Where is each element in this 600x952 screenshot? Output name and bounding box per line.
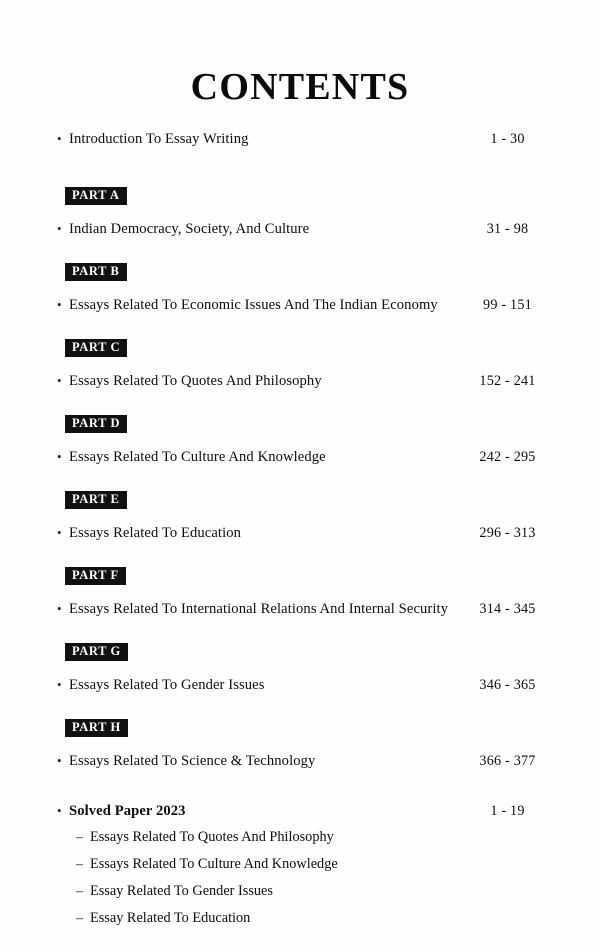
status-badge: PART G xyxy=(65,643,128,661)
toc-subitem-label: Essay Related To Gender Issues xyxy=(90,883,273,899)
status-badge: PART E xyxy=(65,491,127,509)
spacer xyxy=(0,316,600,338)
spacer xyxy=(0,210,600,218)
toc-row-part-e[interactable] xyxy=(0,522,600,544)
part-badge-wrap xyxy=(0,566,600,590)
spacer xyxy=(0,666,600,674)
bullet-icon: • xyxy=(57,449,62,464)
part-badge-wrap xyxy=(0,262,600,286)
toc-subitem-label: Essay Related To Education xyxy=(90,910,251,926)
toc-row-part-c[interactable] xyxy=(0,370,600,392)
page-title: CONTENTS xyxy=(190,66,410,108)
toc-entry-title: Essays Related To Economic Issues And The Indian Economy xyxy=(69,297,438,313)
bullet-icon: • xyxy=(57,753,62,768)
status-badge: PART H xyxy=(65,719,128,737)
toc-entry-pages: 31 - 98 xyxy=(486,221,529,237)
status-badge: PART C xyxy=(65,339,127,357)
toc-entry-title: Essays Related To Culture And Knowledge xyxy=(69,449,326,465)
status-badge: PART F xyxy=(65,567,126,585)
toc-subitem-label: Essays Related To Culture And Knowledge xyxy=(90,856,338,872)
spacer xyxy=(0,392,600,414)
bullet-icon: • xyxy=(57,525,62,540)
bullet-icon: • xyxy=(57,803,62,818)
toc-group-part-e xyxy=(0,490,600,544)
toc-subitem-4[interactable] xyxy=(0,905,600,932)
toc-group-solved-paper xyxy=(0,800,600,932)
spacer xyxy=(0,620,600,642)
toc-row-part-f[interactable] xyxy=(0,598,600,620)
part-badge-wrap xyxy=(0,186,600,210)
toc-group-part-c xyxy=(0,338,600,392)
toc-entry-pages: 242 - 295 xyxy=(479,449,536,465)
toc-entry-pages: 99 - 151 xyxy=(483,297,532,313)
spacer xyxy=(0,742,600,750)
toc-row-part-d[interactable] xyxy=(0,446,600,468)
toc-entry-pages: 296 - 313 xyxy=(479,525,536,541)
spacer xyxy=(0,438,600,446)
status-badge: PART A xyxy=(65,187,127,205)
toc-row-solved-paper[interactable] xyxy=(0,800,600,822)
toc-entry-title: Essays Related To Gender Issues xyxy=(69,677,265,693)
toc-row-part-h[interactable] xyxy=(0,750,600,772)
toc-entry-title: Essays Related To International Relations And Internal Security xyxy=(69,601,449,617)
part-badge-wrap xyxy=(0,338,600,362)
toc-entry-title: Indian Democracy, Society, And Culture xyxy=(69,221,310,237)
toc-entry-title: Introduction To Essay Writing xyxy=(69,131,249,147)
toc-entry-title: Essays Related To Quotes And Philosophy xyxy=(69,373,322,389)
spacer xyxy=(0,362,600,370)
toc-entry-title: Essays Related To Science & Technology xyxy=(69,753,316,769)
bullet-icon: • xyxy=(57,601,62,616)
status-badge: PART D xyxy=(65,415,127,433)
toc-entry-list xyxy=(0,128,600,932)
toc-group-part-f xyxy=(0,566,600,620)
part-badge-wrap xyxy=(0,414,600,438)
spacer xyxy=(0,240,600,262)
part-badge-wrap xyxy=(0,718,600,742)
spacer xyxy=(0,696,600,718)
toc-entry-pages: 314 - 345 xyxy=(479,601,536,617)
spacer xyxy=(0,514,600,522)
toc-entry-pages: 366 - 377 xyxy=(479,753,536,769)
bullet-icon: • xyxy=(57,677,62,692)
toc-entry-pages: 152 - 241 xyxy=(479,373,536,389)
spacer xyxy=(0,590,600,598)
dash-icon: – xyxy=(76,830,83,845)
toc-entry-title: Solved Paper 2023 xyxy=(69,803,186,819)
spacer xyxy=(0,150,600,186)
toc-group-part-b xyxy=(0,262,600,316)
toc-subitem-label: Essays Related To Quotes And Philosophy xyxy=(90,829,334,845)
bullet-icon: • xyxy=(57,297,62,312)
bullet-icon: • xyxy=(57,221,62,236)
status-badge: PART B xyxy=(65,263,127,281)
spacer xyxy=(0,772,600,800)
toc-entry-title: Essays Related To Education xyxy=(69,525,242,541)
spacer xyxy=(0,544,600,566)
bullet-icon: • xyxy=(57,131,62,146)
toc-subitem-1[interactable] xyxy=(0,824,600,851)
toc-group-part-a xyxy=(0,186,600,240)
toc-row-introduction[interactable] xyxy=(0,128,600,150)
spacer xyxy=(0,286,600,294)
toc-entry-pages: 1 - 30 xyxy=(490,131,525,147)
toc-entry-pages: 1 - 19 xyxy=(490,803,525,819)
spacer xyxy=(0,468,600,490)
toc-row-part-a[interactable] xyxy=(0,218,600,240)
dash-icon: – xyxy=(76,911,83,926)
part-badge-wrap xyxy=(0,490,600,514)
toc-subitem-3[interactable] xyxy=(0,878,600,905)
toc-group-part-g xyxy=(0,642,600,696)
bullet-icon: • xyxy=(57,373,62,388)
dash-icon: – xyxy=(76,884,83,899)
toc-row-part-b[interactable] xyxy=(0,294,600,316)
dash-icon: – xyxy=(76,857,83,872)
toc-row-part-g[interactable] xyxy=(0,674,600,696)
toc-group-part-d xyxy=(0,414,600,468)
toc-entry-pages: 346 - 365 xyxy=(479,677,536,693)
toc-subitem-2[interactable] xyxy=(0,851,600,878)
toc-group-part-h xyxy=(0,718,600,772)
part-badge-wrap xyxy=(0,642,600,666)
